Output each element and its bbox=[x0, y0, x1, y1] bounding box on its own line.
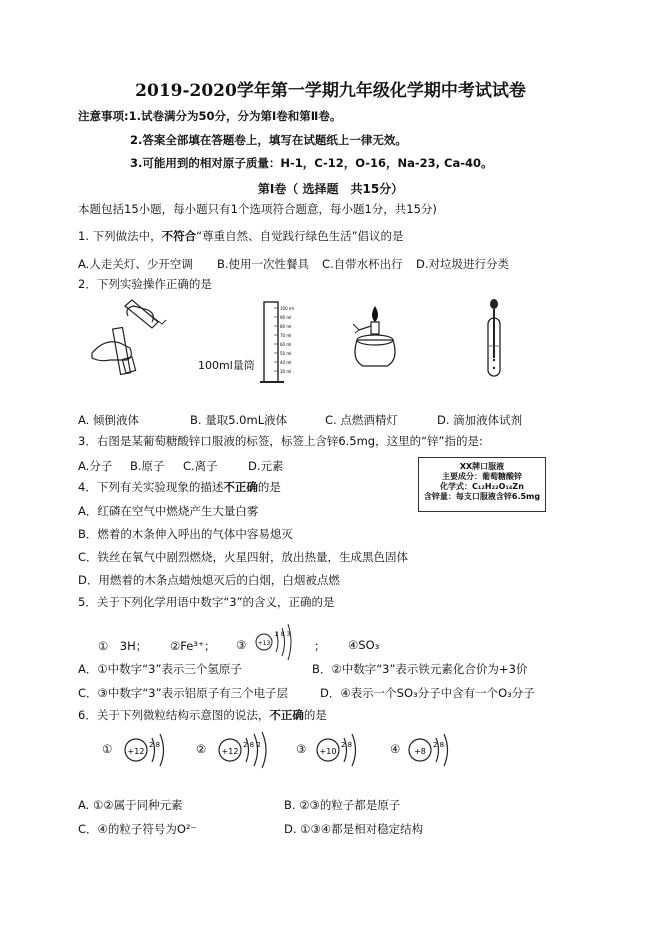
shell-electrons: 2 8 bbox=[433, 741, 445, 749]
nucleus-charge: +12 bbox=[221, 747, 239, 756]
diagram-4-label: ④ bbox=[390, 742, 401, 756]
nucleus-charge: +8 bbox=[414, 747, 426, 756]
question-2-stem: 2．下列实验操作正确的是 bbox=[78, 277, 212, 291]
q4-stem-part: 4．下列有关实验现象的描述 bbox=[78, 480, 224, 494]
label-line: 主要成分：葡萄糖酸锌 bbox=[442, 472, 522, 481]
note-1: 注意事项:1.试卷满分为50分，分为第Ⅰ卷和第Ⅱ卷。 bbox=[78, 109, 342, 123]
q1-stem-part: “尊重自然、自觉践行绿色生活”倡议的是 bbox=[196, 229, 404, 243]
note-2: 2.答案全部填在答题卷上，填写在试题纸上一律无效。 bbox=[130, 133, 407, 147]
oral-liquid-label bbox=[418, 457, 546, 512]
question-5-stem: 5．关于下列化学用语中数字“3”的含义，正确的是 bbox=[78, 595, 335, 609]
q2-option-d[interactable]: D. 滴加液体试剂 bbox=[437, 413, 523, 427]
q5-item-1: ① 3H； bbox=[98, 639, 148, 653]
cylinder-mark: 90 ml bbox=[280, 315, 292, 320]
aluminum-nucleus: +13 bbox=[257, 640, 271, 647]
aluminum-atom-diagram bbox=[252, 622, 302, 662]
aluminum-shells: 2 8 3 bbox=[275, 631, 291, 638]
dropper-figure bbox=[480, 298, 510, 382]
q1-stem-part: 1. 下列做法中， bbox=[78, 229, 162, 243]
q4-stem-emphasis: 不正确 bbox=[223, 480, 258, 494]
q3-option-d[interactable]: D.元素 bbox=[248, 459, 284, 473]
q3-option-c[interactable]: C.离子 bbox=[183, 459, 218, 473]
cylinder-mark: 70 ml bbox=[280, 333, 292, 338]
label-line: XX牌口服液 bbox=[459, 462, 505, 471]
cylinder-caption: 100ml量筒 bbox=[198, 359, 255, 372]
q1-option-b[interactable]: B.使用一次性餐具 bbox=[217, 257, 310, 271]
section-title: 第Ⅰ卷（ 选择题 共15分） bbox=[257, 182, 404, 196]
q5-item-3: ③ bbox=[236, 638, 247, 652]
q5-option-a[interactable]: A．①中数字“3”表示三个氢原子 bbox=[78, 662, 242, 676]
alcohol-lamp-figure bbox=[345, 300, 405, 380]
q5-item-2: ②Fe³⁺； bbox=[170, 639, 216, 653]
q5-item-4: ④SO₃ bbox=[348, 638, 380, 652]
q5-option-c[interactable]: C．③中数字“3”表示铝原子有三个电子层 bbox=[78, 686, 289, 700]
cylinder-mark: 80 ml bbox=[280, 324, 292, 329]
q1-option-d[interactable]: D.对垃圾进行分类 bbox=[416, 257, 510, 271]
graduated-cylinder-figure bbox=[250, 300, 300, 388]
particle-diagram-3 bbox=[312, 730, 372, 770]
q6-stem-part: 的是 bbox=[303, 708, 327, 722]
q6-stem-part: 6．关于下列微粒结构示意图的说法， bbox=[78, 708, 270, 722]
q3-option-b[interactable]: B.原子 bbox=[130, 459, 165, 473]
q5-option-d[interactable]: D．④表示一个SO₃分子中含有一个O₃分子 bbox=[320, 686, 535, 700]
nucleus-charge: +12 bbox=[127, 747, 145, 756]
q6-option-b[interactable]: B. ②③的粒子都是原子 bbox=[284, 798, 401, 812]
diagram-3-label: ③ bbox=[296, 742, 307, 756]
cylinder-mark: 40 ml bbox=[280, 360, 292, 365]
q4-option-d[interactable]: D．用燃着的木条点蜡烛熄灭后的白烟，白烟被点燃 bbox=[78, 573, 340, 587]
q5-item-3-end: ； bbox=[314, 639, 326, 653]
question-4-stem bbox=[78, 481, 281, 495]
q3-option-a[interactable]: A.分子 bbox=[78, 459, 113, 473]
question-1-stem bbox=[78, 230, 404, 244]
q6-option-c[interactable]: C．④的粒子符号为O²⁻ bbox=[78, 822, 197, 836]
label-line: 含锌量：每支口服液含锌6.5mg bbox=[423, 492, 541, 501]
q6-option-a[interactable]: A. ①②属于同种元素 bbox=[78, 798, 183, 812]
note-3: 3.可能用到的相对原子质量：H-1，C-12，O-16，Na-23, Ca-40。 bbox=[130, 156, 493, 170]
q4-option-c[interactable]: C．铁丝在氧气中剧烈燃烧，火星四射，放出热量，生成黑色固体 bbox=[78, 550, 409, 564]
cylinder-mark: 100 ml bbox=[280, 306, 294, 311]
shell-electrons: 2 8 bbox=[149, 741, 161, 749]
shell-electrons: 2 8 bbox=[341, 741, 353, 749]
q4-stem-part: 的是 bbox=[257, 480, 281, 494]
cylinder-mark: 60 ml bbox=[280, 342, 292, 347]
q4-option-a[interactable]: A．红磷在空气中燃烧产生大量白雾 bbox=[78, 504, 259, 518]
question-3-stem: 3．右图是某葡萄糖酸锌口服液的标签，标签上含锌6.5mg，这里的“锌”指的是: bbox=[78, 434, 483, 448]
label-line: 化学式：C₁₂H₂₂O₁₄Zn bbox=[440, 482, 524, 491]
pouring-liquid-figure bbox=[90, 298, 170, 388]
q6-option-d[interactable]: D. ①③④都是相对稳定结构 bbox=[284, 822, 424, 836]
q5-option-b[interactable]: B．②中数字“3”表示铁元素化合价为+3价 bbox=[312, 662, 528, 676]
particle-diagram-4 bbox=[404, 730, 464, 770]
nucleus-charge: +10 bbox=[319, 747, 337, 756]
q2-option-c[interactable]: C. 点燃酒精灯 bbox=[325, 413, 398, 427]
shell-electrons: 2 8 2 bbox=[243, 741, 261, 749]
particle-diagram-2 bbox=[214, 730, 284, 770]
q2-option-a[interactable]: A. 倾倒液体 bbox=[78, 413, 139, 427]
cylinder-mark: 30 ml bbox=[280, 369, 292, 374]
question-6-stem bbox=[78, 709, 327, 723]
q4-option-b[interactable]: B．燃着的木条伸入呼出的气体中容易熄灭 bbox=[78, 527, 293, 541]
q6-stem-emphasis: 不正确 bbox=[269, 708, 304, 722]
q1-option-c[interactable]: C.自带水杯出行 bbox=[322, 257, 403, 271]
q1-stem-emphasis: 不符合 bbox=[161, 229, 197, 243]
particle-diagram-1 bbox=[120, 730, 180, 770]
diagram-1-label: ① bbox=[102, 742, 113, 756]
exam-title: 2019-2020学年第一学期九年级化学期中考试试卷 bbox=[135, 81, 526, 101]
section-intro: 本题包括15小题，每小题只有1个选项符合题意，每小题1分，共15分) bbox=[78, 202, 437, 216]
q2-option-b[interactable]: B. 量取5.0mL液体 bbox=[190, 413, 288, 427]
q1-option-a[interactable]: A.人走关灯、少开空调 bbox=[78, 257, 193, 271]
cylinder-mark: 50 ml bbox=[280, 351, 292, 356]
diagram-2-label: ② bbox=[196, 742, 207, 756]
